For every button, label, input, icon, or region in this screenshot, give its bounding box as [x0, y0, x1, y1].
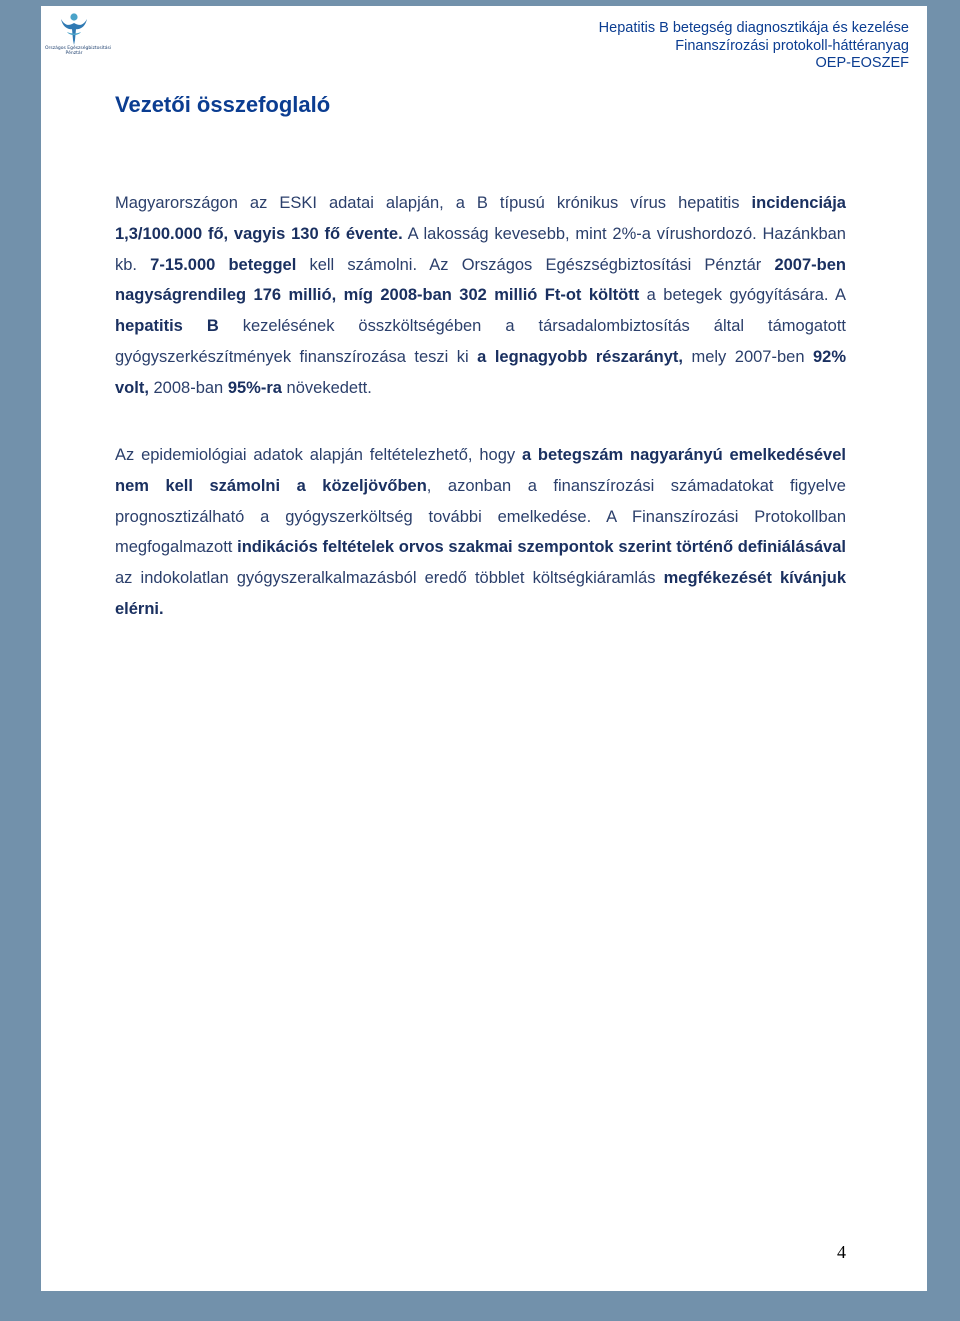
bold-text-run: hepatitis B — [115, 317, 219, 336]
document-page — [41, 6, 927, 1291]
text-run: az indokolatlan gyógyszeralkalmazásból eredő többlet költségkiáramlás — [115, 569, 664, 588]
bold-text-run: 2007-ben nagyságrendileg 176 millió, míg 2008-ban 302 millió Ft-ot költött — [115, 255, 846, 305]
bold-text-run: 7-15.000 beteggel — [150, 255, 297, 274]
bold-text-run: megfékezését kívánjuk elérni. — [115, 569, 847, 618]
text-run: Az epidemiológiai adatok alapján feltételezhető, hogy — [115, 446, 522, 464]
text-run: , azonban a finanszírozási számadatokat figyelve prognosztizálható a gyógyszerköltség további emelkedése. A Finanszírozási Protokollban megfogalmazott — [115, 476, 846, 557]
logo-caption-line-1: Országos Egészségbiztosítási — [45, 46, 112, 51]
text-run: kezelésének összköltségében a társadalombiztosítás által támogatott gyógyszerkészítmények finanszírozása teszi ki — [115, 317, 846, 366]
text-run: 2008-ban — [148, 378, 228, 397]
bold-text-run: incidenciája 1,3/100.000 fő, vagyis 130 fő évente. — [115, 194, 846, 243]
header-line-subtitle: Finanszírozási protokoll-háttéranyag — [675, 37, 909, 54]
text-run: a betegek gyógyítására. A — [639, 286, 846, 305]
bold-text-run: a legnagyobb részarányt, — [477, 347, 683, 366]
oep-logo — [45, 12, 112, 68]
header-line-title: Hepatitis B betegség diagnosztikája és kezelése — [598, 20, 909, 36]
page-number: 4 — [837, 1242, 846, 1262]
text-run: kell számolni. Az Országos Egészségbiztosítási Pénztár — [296, 255, 775, 274]
text-run: Magyarországon az ESKI adatai alapján, a B típusú krónikus vírus hepatitis — [115, 194, 752, 212]
bold-text-run: a betegszám nagyarányú emelkedésével nem kell számolni a közeljövőben — [115, 446, 846, 495]
section-title: Vezetői összefoglaló — [115, 92, 331, 117]
summary-paragraph-2 — [115, 440, 846, 625]
oep-logo-icon — [59, 12, 89, 46]
bold-text-run: 92% volt, — [115, 347, 846, 397]
bold-text-run: indikációs feltételek orvos szakmai szempontok szerint történő definiálásával — [237, 538, 846, 557]
bold-text-run: 95%-ra — [227, 378, 282, 397]
running-header — [599, 20, 909, 73]
logo-caption-line-2: Pénztár — [65, 51, 83, 56]
text-run: mely 2007-ben — [683, 347, 813, 366]
text-run: növekedett. — [281, 378, 372, 397]
summary-paragraph-1 — [115, 188, 846, 404]
header-line-org: OEP-EOSZEF — [815, 55, 909, 71]
text-run: A lakosság kevesebb, mint 2%-a vírushordozó. Hazánkban kb. — [115, 224, 846, 274]
